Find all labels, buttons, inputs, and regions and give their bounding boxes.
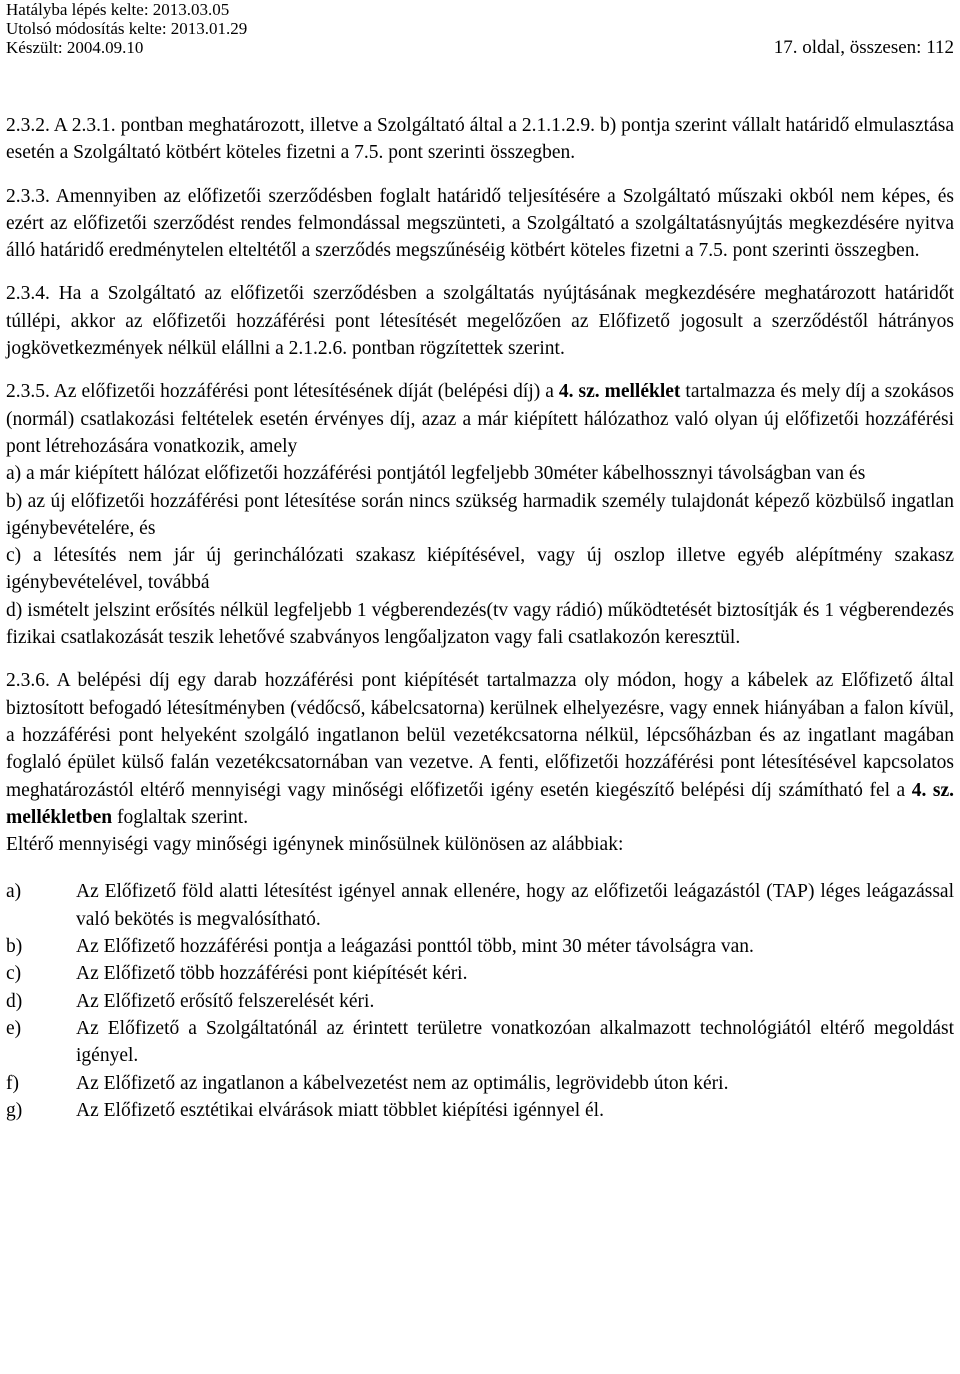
list-item-label: a) <box>6 881 22 903</box>
created-date: Készült: 2004.09.10 <box>6 38 144 57</box>
condition-d: d) ismételt jelszint erősítés nélkül legfeljebb 1 végberendezés(tv vagy rádió) működtetését biztosítják és 1 végberendezés fizikai csatlakozását teszik lehetővé szabványos lengőaljzaton vagy fali csatlakozón keresztül. <box>6 599 954 649</box>
condition-a: a) a már kiépített hálózat előfizetői hozzáférési pontjától legfeljebb 30méter kábelhossznyi távolságban van és <box>6 463 866 485</box>
list-item <box>6 960 954 987</box>
deviation-list <box>6 878 954 1124</box>
section-2-3-5 <box>6 378 954 460</box>
list-item-label: b) <box>6 936 23 958</box>
list-item-text: Az Előfizető föld alatti létesítést igényel annak ellenére, hogy az előfizetői leágazástól (TAP) léges leágazással való bekötés is megvalósítható. <box>76 881 954 930</box>
section-2-3-6-text: 2.3.6. A belépési díj egy darab hozzáférési pont kiépítését tartalmazza oly módon, hogy a kábelek az Előfizető által biztosított befogadó létesítményben (védőcső, kábelcsatorna) kerülnek elhelyezésre, vagy ennek hiányában a falon kívül, a hozzáférési pont helyeként szolgáló ingatlanon belül vezetékcsatorna nélkül, lépcsőházban és az ingatlant magában foglaló épület külső falán vezetékcsatornában van vezetve. A fenti, előfizetői hozzáférési pont létesítésével kapcsolatos meghatározástól eltérő mennyiségi vagy minőségi előfizetői igény esetén kiegészítő belépési díj számítható fel a <box>6 670 954 801</box>
document-header <box>6 0 954 57</box>
list-item-label: f) <box>6 1072 19 1094</box>
section-2-3-6 <box>6 667 954 831</box>
list-item-text: Az Előfizető több hozzáférési pont kiépítését kéri. <box>76 963 468 985</box>
document-body <box>6 112 954 1124</box>
list-item <box>6 1015 954 1070</box>
list-item-label: c) <box>6 963 22 985</box>
list-item-text: Az Előfizető a Szolgáltatónál az érintett területre vonatkozóan alkalmazott technológiától eltérő megoldást igényel. <box>76 1017 954 1067</box>
section-2-3-3: 2.3.3. Amennyiben az előfizetői szerződésben foglalt határidő teljesítésére a Szolgáltató műszaki okból nem képes, és ezért az előfizetői szerződést rendes felmondással megszünteti, a Szolgáltató a szolgáltatásnyújtás megkezdésére nyitva álló határidő eredménytelen elteltétől a szerződés megszűnéséig kötbért köteles fizetni a 7.5. pont szerinti összegben. <box>6 185 954 262</box>
section-2-3-6-text-end: foglaltak szerint. <box>112 806 249 828</box>
condition-b: b) az új előfizetői hozzáférési pont létesítése során nincs szükség harmadik személy tulajdonát képező közbülső ingatlan igénybevételére, és <box>6 490 954 539</box>
attachment-reference-2: 4. sz. mellékletben <box>6 779 955 828</box>
list-item <box>6 1070 954 1097</box>
list-item-text: Az Előfizető az ingatlanon a kábelvezetést nem az optimális, legrövidebb úton kéri. <box>76 1072 729 1094</box>
page-number: 17. oldal, összesen: 112 <box>773 37 954 58</box>
list-item-label: e) <box>6 1017 22 1039</box>
attachment-reference: 4. sz. melléklet <box>558 381 681 403</box>
condition-c: c) a létesítés nem jár új gerinchálózati szakasz kiépítésével, vagy új oszlop illetve egyéb alépítmény szakasz igénybevételével, továbbá <box>6 545 954 594</box>
list-item-label: d) <box>6 990 23 1012</box>
list-item <box>6 878 954 933</box>
section-2-3-2: 2.3.2. A 2.3.1. pontban meghatározott, illetve a Szolgáltató által a 2.1.1.2.9. b) pontja szerint vállalt határidő elmulasztása esetén a Szolgáltató kötbért köteles fizetni a 7.5. pont szerinti összegben. <box>6 115 954 164</box>
list-item-text: Az Előfizető erősítő felszerelését kéri. <box>76 990 375 1012</box>
list-item <box>6 988 954 1015</box>
section-2-3-4: 2.3.4. Ha a Szolgáltató az előfizetői szerződésben a szolgáltatás nyújtásának megkezdésére meghatározott határidőt túllépi, akkor az előfizetői hozzáférési pont létesítését megelőzően az Előfizető jogosult a szerződéstől hátrányos jogkövetkezmények nélkül elállni a 2.1.2.6. pontban rögzítettek szerint. <box>6 283 954 360</box>
section-2-3-5-text: 2.3.5. Az előfizetői hozzáférési pont létesítésének díját (belépési díj) a <box>6 381 559 403</box>
list-item-text: Az Előfizető hozzáférési pontja a leágazási ponttól több, mint 30 méter távolságra van. <box>76 936 754 958</box>
list-item <box>6 1097 954 1124</box>
list-item-text: Az Előfizető esztétikai elvárások miatt többlet kiépítési igénnyel él. <box>76 1099 604 1121</box>
list-item-label: g) <box>6 1099 23 1121</box>
effective-date: Hatályba lépés kelte: 2013.03.05 <box>6 0 230 19</box>
list-intro: Eltérő mennyiségi vagy minőségi igénynek minősülnek különösen az alábbiak: <box>6 834 624 856</box>
list-item <box>6 933 954 960</box>
modified-date: Utolsó módosítás kelte: 2013.01.29 <box>6 19 248 38</box>
section-2-3-5-text-cont: tartalmazza és mely díj a szokásos (normál) csatlakozási feltételek esetén érvényes díj, azaz a már kiépített hálózathoz való olyan új előfizetői hozzáférési pont létrehozására vonatkozik, amely <box>6 381 954 457</box>
